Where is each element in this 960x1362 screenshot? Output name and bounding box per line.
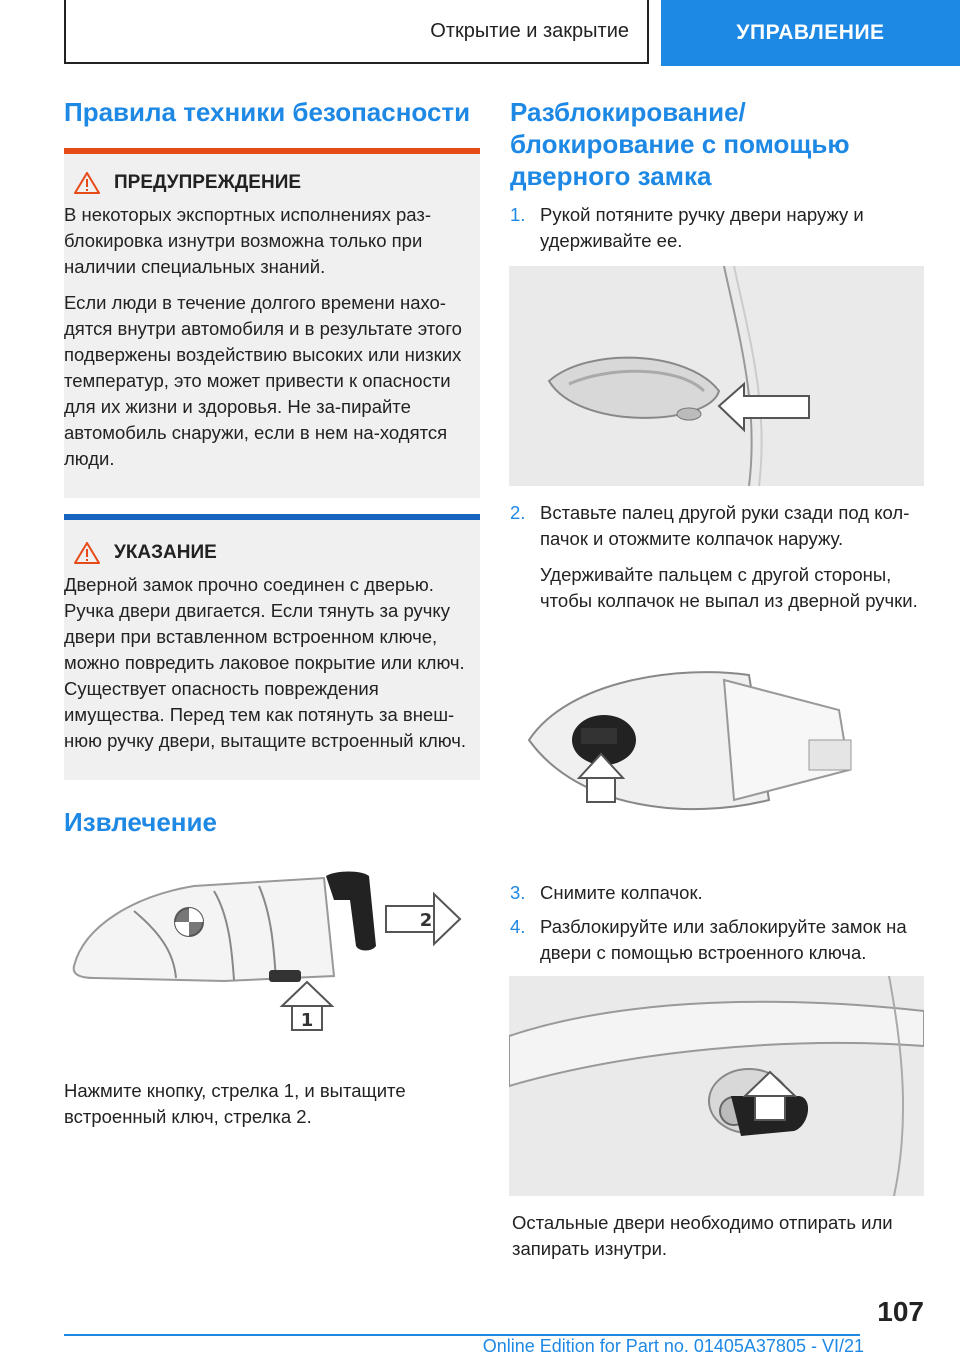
notice-text: Дверной замок прочно соединен с дверью. Ручка двери двигается. Если тянуть за ручку двери при вставленном встроенном ключе, можно повредить лаковое покрытие или ключ. Существует опасность повреждения имущества. Перед тем как потянуть за внеш-нюю ручку двери, вытащите встроенный ключ.	[64, 574, 467, 751]
notice-triangle-icon	[74, 542, 100, 564]
step-text: Снимите колпачок.	[540, 882, 703, 903]
door-handle-figure-1	[509, 266, 924, 486]
cap-removal-illustration	[509, 650, 924, 850]
door-cap-figure	[509, 650, 924, 850]
warning-label: ПРЕДУПРЕЖДЕНИЕ	[114, 172, 302, 193]
arrow-1-label: 1	[300, 1010, 314, 1031]
warning-box	[64, 148, 480, 498]
step-number: 3.	[510, 882, 526, 903]
notice-title	[64, 542, 480, 564]
step-2	[510, 500, 924, 614]
left-column	[64, 96, 480, 838]
warning-triangle-icon	[74, 172, 100, 194]
door-handle-pull-illustration	[509, 266, 924, 486]
step-3	[510, 880, 924, 906]
closing-note: Остальные двери необходимо отпирать или запирать изнутри.	[512, 1212, 893, 1259]
chapter-title: УПРАВЛЕНИЕ	[736, 21, 885, 44]
right-column	[510, 96, 924, 192]
step-text: Разблокируйте или заблокируйте замок на двери с помощью встроенного ключа.	[540, 916, 907, 963]
section-title: Открытие и закрытие	[430, 19, 629, 42]
warning-title	[64, 172, 480, 194]
step-text: Рукой потяните ручку двери наружу и удерживайте ее.	[540, 204, 864, 251]
step-4	[510, 914, 924, 966]
arrow-2-label: 2	[419, 910, 433, 931]
step-extra-text: Удерживайте пальцем с другой стороны, чтобы колпачок не выпал из дверной ручки.	[540, 564, 918, 611]
step-text: Вставьте палец другой руки сзади под кол-пачок и отожмите колпачок наружу.	[540, 502, 910, 549]
step-1	[510, 202, 924, 254]
page-number: 107	[877, 1296, 924, 1327]
door-lock-heading: Разблокирование/ блокирование с помощью дверного замка	[510, 97, 850, 191]
step-number: 4.	[510, 916, 526, 937]
chapter-tab	[661, 0, 960, 66]
step-number: 2.	[510, 502, 526, 523]
warning-text-1: В некоторых экспортных исполнениях раз-блокировка изнутри возможна только при наличии специальных знаний.	[64, 204, 432, 277]
key-extraction-figure	[64, 856, 480, 1056]
safety-heading: Правила техники безопасности	[64, 97, 471, 127]
key-fob-illustration	[64, 856, 480, 1056]
notice-label: УКАЗАНИЕ	[114, 542, 217, 563]
door-key-figure	[509, 976, 924, 1196]
step-number: 1.	[510, 204, 526, 225]
warning-text-2: Если люди в течение долгого времени нахо-дятся внутри автомобиля и в результате этого подвержены воздействию высоких или низких температур, это может привести к опасности для их жизни и здоровья. Не за-пирайте автомобиль снаружи, если в нем на-ходятся люди.	[64, 292, 462, 469]
extraction-caption: Нажмите кнопку, стрелка 1, и вытащите встроенный ключ, стрелка 2.	[64, 1080, 406, 1127]
key-in-lock-illustration	[509, 976, 924, 1196]
edition-footer: Online Edition for Part no. 01405A37805 - VI/21	[482, 1336, 864, 1356]
extraction-heading: Извлечение	[64, 807, 217, 837]
section-header	[64, 0, 649, 64]
notice-box	[64, 514, 480, 780]
